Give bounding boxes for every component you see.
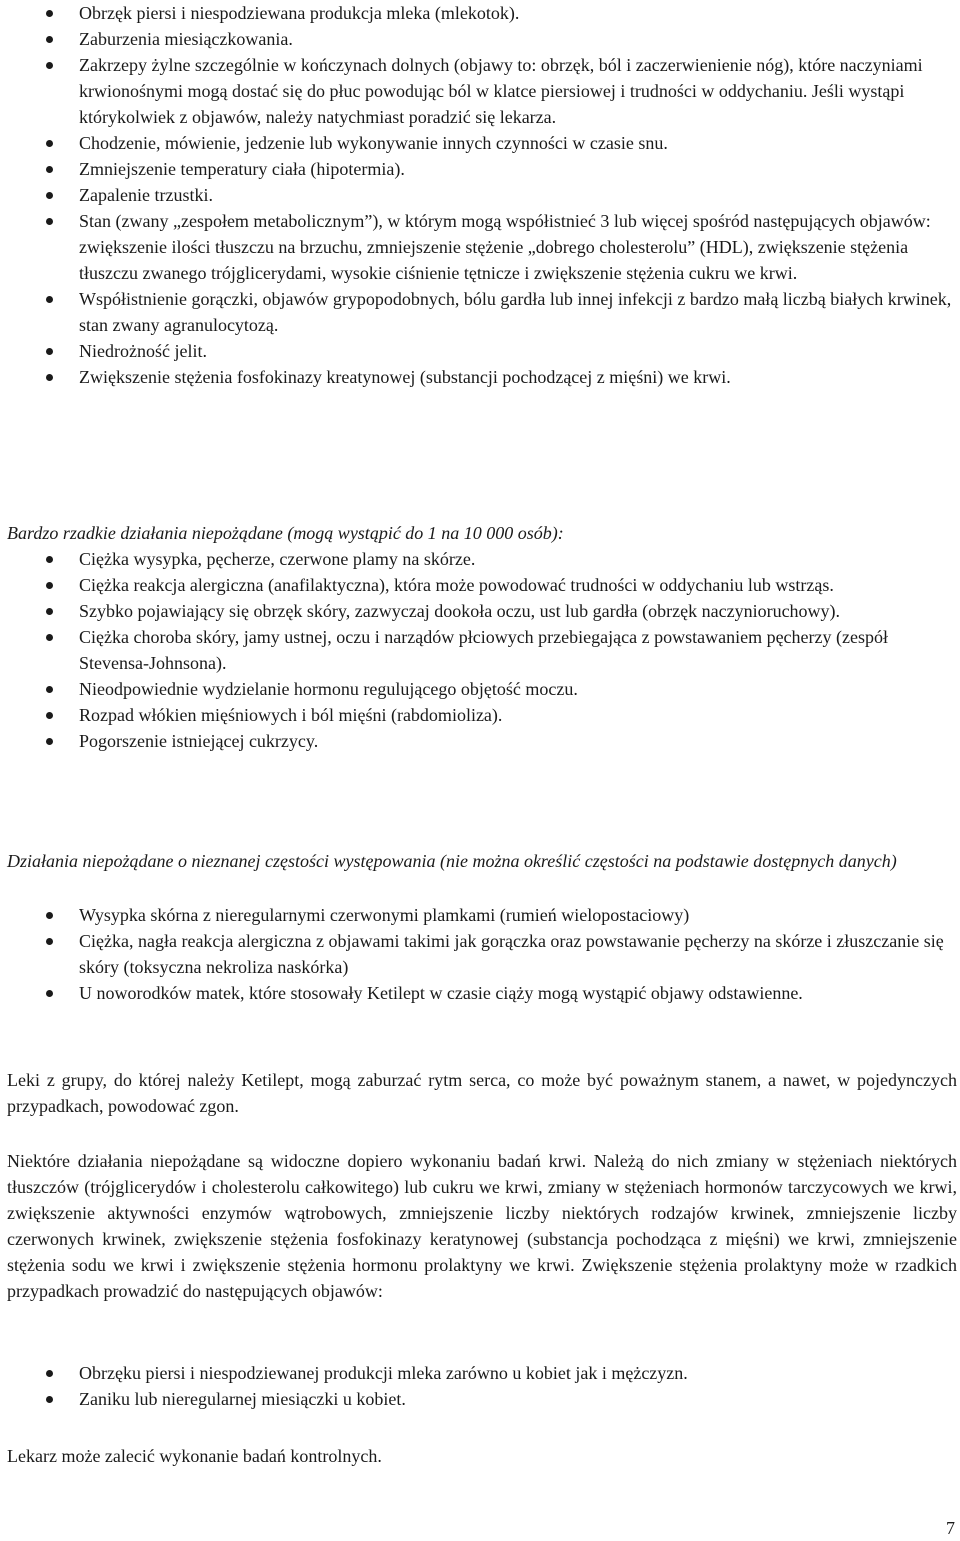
unknown-side-effects-list [7, 902, 957, 1006]
prolactin-effects-list [7, 1360, 957, 1412]
list-item: Współistnienie gorączki, objawów grypopodobnych, bólu gardła lub innej infekcji z bardzo małą liczbą białych krwinek, stan zwany agranulocytozą. [7, 286, 957, 338]
list-item: Zapalenie trzustki. [7, 182, 957, 208]
rare-side-effects-list [7, 546, 957, 754]
list-item: Wysypka skórna z nieregularnymi czerwonymi plamkami (rumień wielopostaciowy) [7, 902, 957, 928]
list-item: Chodzenie, mówienie, jedzenie lub wykonywanie innych czynności w czasie snu. [7, 130, 957, 156]
list-item: Ciężka, nagła reakcja alergiczna z objawami takimi jak gorączka oraz powstawanie pęcherzy na skórze i złuszczanie się skóry (toksyczna nekroliza naskórka) [7, 928, 957, 980]
blood-tests-paragraph: Niektóre działania niepożądane są widoczne dopiero wykonaniu badań krwi. Należą do nich zmiany w stężeniach niektórych tłuszczów (trójglicerydów i cholesterolu całkowitego) lub cukru we krwi, zmiany w stężeniach hormonów tarczycowych we krwi, zwiększenie aktywności enzymów wątrobowych, zmniejszenie liczby niektórych rodzajów krwinek, zmniejszenie liczby czerwonych krwinek, zwiększenie stężenia fosfokinazy keratynowej (substancja pochodząca z mięśni) we krwi, zmniejszenie stężenia sodu we krwi i zwiększenie stężenia hormonu prolaktyny we krwi. Zwiększenie stężenia prolaktyny może w rzadkich przypadkach prowadzić do następujących objawów: [7, 1151, 957, 1301]
side-effects-list [7, 0, 957, 390]
list-item: Szybko pojawiający się obrzęk skóry, zazwyczaj dookoła oczu, ust lub gardła (obrzęk naczynioruchowy). [7, 598, 957, 624]
list-item: Zwiększenie stężenia fosfokinazy kreatynowej (substancji pochodzącej z mięśni) we krwi. [7, 364, 957, 390]
list-item: Zmniejszenie temperatury ciała (hipotermia). [7, 156, 957, 182]
list-item: Obrzęku piersi i niespodziewanej produkcji mleka zarówno u kobiet jak i mężczyzn. [7, 1360, 957, 1386]
list-item: Zakrzepy żylne szczególnie w kończynach dolnych (objawy to: obrzęk, ból i zaczerwienienie nóg), które naczyniami krwionośnymi mogą dostać się do płuc powodując ból w klatce piersiowej i trudności w oddychaniu. Jeśli wystąpi którykolwiek z objawów, należy natychmiast poradzić się lekarza. [7, 52, 957, 130]
page-number: 7 [946, 1518, 955, 1538]
rare-section-heading: Bardzo rzadkie działania niepożądane (mogą wystąpić do 1 na 10 000 osób): [7, 523, 564, 543]
list-item: Ciężka reakcja alergiczna (anafilaktyczna), która może powodować trudności w oddychaniu lub wstrząs. [7, 572, 957, 598]
list-item: Stan (zwany „zespołem metabolicznym”), w którym mogą współistnieć 3 lub więcej spośród następujących objawów: zwiększenie ilości tłuszczu na brzuchu, zmniejszenie stężenie „dobrego cholesterolu” (HDL), zwiększenie stężenia tłuszczu zwanego trójglicerydami, wysokie ciśnienie tętnicze i zwiększenie stężenia cukru we krwi. [7, 208, 957, 286]
list-item: Zaburzenia miesiączkowania. [7, 26, 957, 52]
list-item: Ciężka choroba skóry, jamy ustnej, oczu i narządów płciowych przebiegająca z powstawaniem pęcherzy (zespół Stevensa-Johnsona). [7, 624, 957, 676]
list-item: Zaniku lub nieregularnej miesiączki u kobiet. [7, 1386, 957, 1412]
list-item: Nieodpowiednie wydzielanie hormonu regulującego objętość moczu. [7, 676, 957, 702]
list-item: Pogorszenie istniejącej cukrzycy. [7, 728, 957, 754]
unknown-section-heading: Działania niepożądane o nieznanej częstości występowania (nie można określić częstości na podstawie dostępnych danych) [7, 851, 897, 871]
list-item: Ciężka wysypka, pęcherze, czerwone plamy na skórze. [7, 546, 957, 572]
heart-rhythm-paragraph: Leki z grupy, do której należy Ketilept, mogą zaburzać rytm serca, co może być poważnym stanem, a nawet, w pojedynczych przypadkach, powodować zgon. [7, 1070, 957, 1116]
doctor-advice-paragraph: Lekarz może zalecić wykonanie badań kontrolnych. [7, 1446, 382, 1466]
list-item: Niedrożność jelit. [7, 338, 957, 364]
list-item: Obrzęk piersi i niespodziewana produkcja mleka (mlekotok). [7, 0, 957, 26]
list-item: U noworodków matek, które stosowały Ketilept w czasie ciąży mogą wystąpić objawy odstawienne. [7, 980, 957, 1006]
list-item: Rozpad włókien mięśniowych i ból mięśni (rabdomioliza). [7, 702, 957, 728]
